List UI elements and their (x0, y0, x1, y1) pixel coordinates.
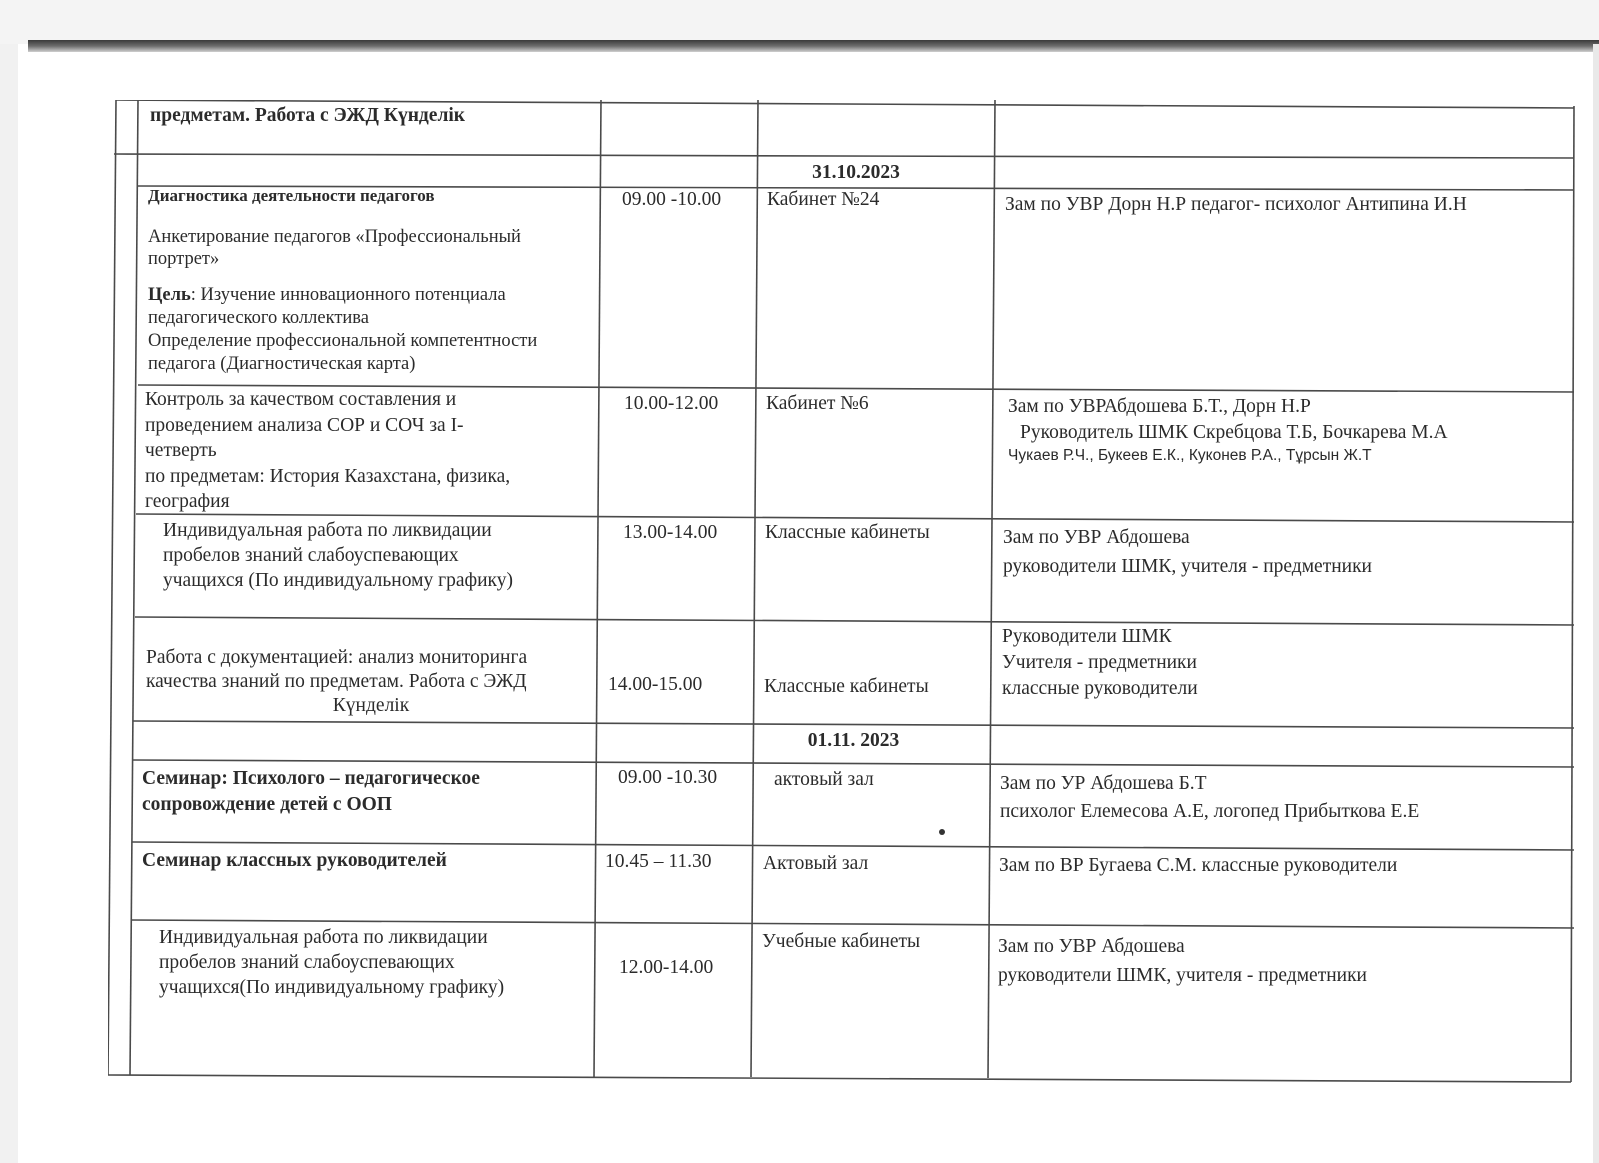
responsible-cell: Зам по УВР Дорн Н.Р педагог- психолог Антипина И.Н (1005, 194, 1467, 215)
carryover-activity: предметам. Работа с ЭЖД Күнделік (150, 105, 466, 126)
time-cell: 13.00-14.00 (623, 522, 718, 543)
activity-cell-documentation: Работа с документацией: анализ мониторинга качества знаний по предметам. Работа с ЭЖД Күнделік (146, 647, 528, 716)
activity-cell-psych-seminar: Семинар: Психолого – педагогическое сопровождение детей с ООП (142, 768, 480, 815)
time-cell: 09.00 -10.00 (622, 189, 722, 210)
date-header-day1: 31.10.2023 (812, 162, 900, 183)
time-cell: 12.00-14.00 (619, 957, 714, 978)
responsible-cell: Зам по УВР Абдошева руководители ШМК, учителя - предметники (1003, 527, 1372, 577)
scan-top-margin (0, 0, 1599, 44)
place-cell: Актовый зал (763, 853, 869, 874)
activity-cell-control: Контроль за качеством составления и проведением анализа СОР и СОЧ за I- четверть по предметам: История Казахстана, физика, география (145, 389, 511, 512)
activity-cell-individual-work: Индивидуальная работа по ликвидации пробелов знаний слабоуспевающих учащихся(По индивидуальному графику) (159, 927, 505, 998)
activity-cell-individual-work: Индивидуальная работа по ликвидации пробелов знаний слабоуспевающих учащихся (По индивидуальному графику) (163, 520, 513, 591)
time-cell: 10.00-12.00 (624, 393, 719, 414)
responsible-cell: Зам по УВР Абдошева руководители ШМК, учителя - предметники (998, 936, 1367, 986)
scan-speck (939, 829, 945, 835)
time-cell: 09.00 -10.30 (618, 767, 718, 788)
activity-cell-class-teachers-seminar: Семинар классных руководителей (142, 850, 447, 871)
responsible-cell: Зам по УВРАбдошева Б.Т., Дорн Н.Р Руководитель ШМК Скребцова Т.Б, Бочкарева М.А Чукаев Р.Ч., Букеев Е.К., Куконев Р.А., Тұрсын Ж.Т (1008, 396, 1448, 464)
date-header-day2: 01.11. 2023 (807, 730, 900, 751)
place-cell: Классные кабинеты (764, 676, 929, 697)
place-cell: Классные кабинеты (765, 522, 930, 543)
responsible-cell: Руководители ШМК Учителя - предметники классные руководители (1002, 626, 1198, 699)
scan-right-margin (1593, 44, 1599, 1163)
place-cell: Учебные кабинеты (762, 931, 921, 952)
place-cell: Кабинет №6 (766, 393, 869, 414)
time-cell: 14.00-15.00 (608, 674, 703, 695)
activity-cell-diagnostics: Диагностика деятельности педагогов Анкетирование педагогов «Профессиональный портрет» Цель: Изучение инновационного потенциала педагогического коллектива Определение профессиональной компетентности педагога (Диагностическая карта) (148, 186, 538, 374)
goal-text: : Изучение инновационного потенциала педагогического коллектива Определение профессиональной компетентности педагога (Диагностическая карта) (148, 285, 538, 374)
goal-label: Цель (148, 285, 191, 305)
responsible-cell: Зам по ВР Бугаева С.М. классные руководители (999, 855, 1398, 876)
scan-left-margin (0, 44, 18, 1163)
place-cell: Кабинет №24 (767, 189, 880, 210)
place-cell: актовый зал (774, 769, 874, 790)
scan-edge-shadow (28, 40, 1599, 52)
responsible-cell: Зам по УР Абдошева Б.Т психолог Елемесова А.Е, логопед Прибыткова Е.Е (1000, 773, 1420, 822)
time-cell: 10.45 – 11.30 (605, 851, 712, 872)
